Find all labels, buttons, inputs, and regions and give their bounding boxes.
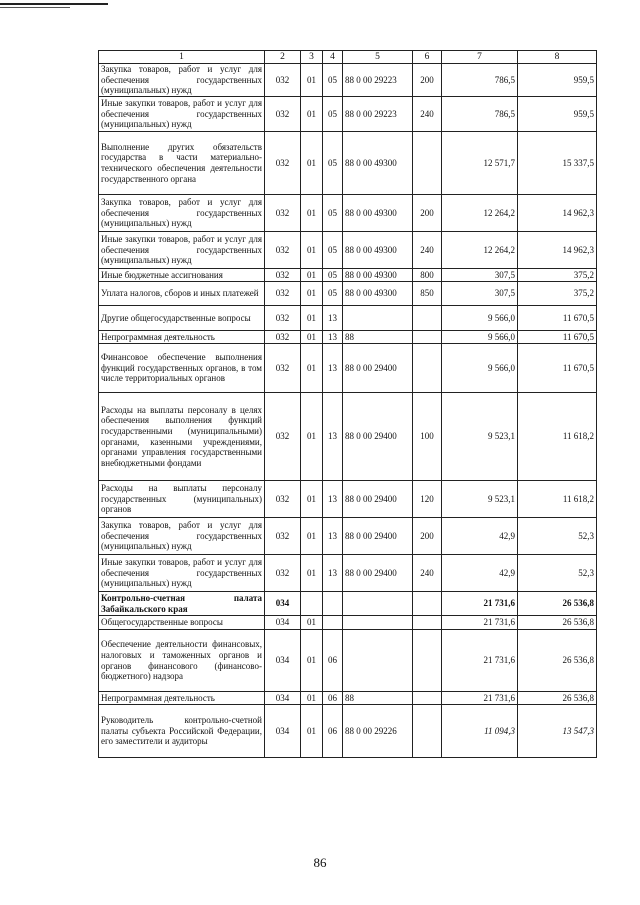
expense-type-code (413, 616, 442, 630)
target-article-code (343, 592, 413, 616)
target-article-code: 88 0 00 29400 (343, 555, 413, 592)
budget-table (98, 50, 597, 758)
table-row (99, 630, 597, 692)
ministry-code: 032 (265, 393, 301, 481)
expense-type-code (413, 344, 442, 393)
target-article-code: 88 0 00 49300 (343, 269, 413, 282)
section-code: 01 (301, 705, 323, 758)
column-number: 6 (413, 51, 442, 64)
amount-year-2: 11 618,2 (518, 481, 597, 518)
amount-year-1: 12 264,2 (442, 232, 518, 269)
amount-year-1: 307,5 (442, 269, 518, 282)
row-name: Закупка товаров, работ и услуг для обеспечения государственных (муниципальных) нужд (99, 195, 265, 232)
amount-year-1: 21 731,6 (442, 630, 518, 692)
expense-type-code: 800 (413, 269, 442, 282)
expense-type-code: 200 (413, 64, 442, 97)
table-row (99, 331, 597, 344)
ministry-code: 032 (265, 64, 301, 97)
amount-year-2: 13 547,3 (518, 705, 597, 758)
section-code: 01 (301, 692, 323, 705)
amount-year-1: 21 731,6 (442, 616, 518, 630)
row-name: Другие общегосударственные вопросы (99, 306, 265, 331)
row-name: Общегосударственные вопросы (99, 616, 265, 630)
expense-type-code: 200 (413, 195, 442, 232)
subsection-code: 05 (323, 97, 343, 132)
section-code: 01 (301, 630, 323, 692)
section-code: 01 (301, 555, 323, 592)
row-name: Контрольно-счетная палата Забайкальского края (99, 592, 265, 616)
row-name: Иные закупки товаров, работ и услуг для обеспечения государственных (муниципальных) нужд (99, 97, 265, 132)
amount-year-2: 14 962,3 (518, 232, 597, 269)
target-article-code: 88 0 00 49300 (343, 282, 413, 306)
ministry-code: 032 (265, 331, 301, 344)
amount-year-1: 42,9 (442, 555, 518, 592)
target-article-code: 88 (343, 692, 413, 705)
target-article-code (343, 630, 413, 692)
target-article-code: 88 0 00 29400 (343, 344, 413, 393)
target-article-code: 88 0 00 29223 (343, 64, 413, 97)
section-code: 01 (301, 331, 323, 344)
table-row (99, 616, 597, 630)
table-row (99, 692, 597, 705)
subsection-code: 05 (323, 232, 343, 269)
amount-year-2: 959,5 (518, 97, 597, 132)
amount-year-1: 9 566,0 (442, 306, 518, 331)
row-name: Иные закупки товаров, работ и услуг для обеспечения государственных (муниципальных) нужд (99, 555, 265, 592)
section-code: 01 (301, 269, 323, 282)
section-code: 01 (301, 518, 323, 555)
subsection-code: 05 (323, 195, 343, 232)
expense-type-code (413, 132, 442, 195)
amount-year-2: 26 536,8 (518, 592, 597, 616)
top-rule (0, 3, 108, 5)
table-row (99, 282, 597, 306)
expense-type-code: 120 (413, 481, 442, 518)
table-row (99, 97, 597, 132)
row-name: Иные закупки товаров, работ и услуг для обеспечения государственных (муниципальных) нужд (99, 232, 265, 269)
table-header-row (99, 51, 597, 64)
subsection-code: 06 (323, 630, 343, 692)
amount-year-1: 21 731,6 (442, 692, 518, 705)
table-row (99, 393, 597, 481)
row-name: Финансовое обеспечение выполнения функций государственных органов, в том числе территориальных органов (99, 344, 265, 393)
subsection-code (323, 616, 343, 630)
column-number: 3 (301, 51, 323, 64)
table-row (99, 481, 597, 518)
ministry-code: 032 (265, 97, 301, 132)
row-name: Руководитель контрольно-счетной палаты субъекта Российской Федерации, его заместители и аудиторы (99, 705, 265, 758)
amount-year-1: 12 264,2 (442, 195, 518, 232)
subsection-code: 13 (323, 481, 343, 518)
section-code: 01 (301, 306, 323, 331)
expense-type-code (413, 592, 442, 616)
ministry-code: 032 (265, 232, 301, 269)
ministry-code: 032 (265, 555, 301, 592)
subsection-code: 13 (323, 306, 343, 331)
ministry-code: 032 (265, 282, 301, 306)
column-number: 7 (442, 51, 518, 64)
subsection-code: 06 (323, 692, 343, 705)
target-article-code: 88 0 00 29400 (343, 481, 413, 518)
page-number: 86 (313, 855, 327, 870)
subsection-code: 05 (323, 282, 343, 306)
row-name: Расходы на выплаты персоналу в целях обеспечения выполнения функций государственными (муниципальными) органами, казенными учреждениями, органами управления государственными внебюджетными фондами (99, 393, 265, 481)
amount-year-2: 14 962,3 (518, 195, 597, 232)
ministry-code: 032 (265, 195, 301, 232)
row-name: Непрограммная деятельность (99, 331, 265, 344)
amount-year-2: 11 670,5 (518, 331, 597, 344)
section-code: 01 (301, 97, 323, 132)
amount-year-2: 375,2 (518, 269, 597, 282)
subsection-code: 13 (323, 344, 343, 393)
section-code: 01 (301, 393, 323, 481)
table-row (99, 344, 597, 393)
amount-year-1: 21 731,6 (442, 592, 518, 616)
ministry-code: 032 (265, 344, 301, 393)
amount-year-1: 9 566,0 (442, 344, 518, 393)
subsection-code: 05 (323, 132, 343, 195)
amount-year-2: 26 536,8 (518, 692, 597, 705)
target-article-code: 88 (343, 331, 413, 344)
expense-type-code (413, 306, 442, 331)
target-article-code (343, 616, 413, 630)
ministry-code: 034 (265, 616, 301, 630)
section-code (301, 592, 323, 616)
row-name: Уплата налогов, сборов и иных платежей (99, 282, 265, 306)
target-article-code (343, 306, 413, 331)
table-row (99, 195, 597, 232)
amount-year-2: 959,5 (518, 64, 597, 97)
target-article-code: 88 0 00 49300 (343, 132, 413, 195)
section-code: 01 (301, 132, 323, 195)
row-name: Обеспечение деятельности финансовых, налоговых и таможенных органов и органов финансового (финансово-бюджетного) надзора (99, 630, 265, 692)
row-name: Закупка товаров, работ и услуг для обеспечения государственных (муниципальных) нужд (99, 518, 265, 555)
target-article-code: 88 0 00 29400 (343, 518, 413, 555)
subsection-code: 13 (323, 331, 343, 344)
row-name: Непрограммная деятельность (99, 692, 265, 705)
row-name: Выполнение других обязательств государства в части материально-технического обеспечения деятельности государственного органа (99, 132, 265, 195)
subsection-code: 05 (323, 269, 343, 282)
section-code: 01 (301, 195, 323, 232)
amount-year-2: 26 536,8 (518, 616, 597, 630)
column-number: 5 (343, 51, 413, 64)
subsection-code: 13 (323, 518, 343, 555)
subsection-code: 06 (323, 705, 343, 758)
amount-year-1: 9 523,1 (442, 481, 518, 518)
ministry-code: 032 (265, 518, 301, 555)
expense-type-code: 240 (413, 232, 442, 269)
expense-type-code: 100 (413, 393, 442, 481)
amount-year-1: 42,9 (442, 518, 518, 555)
section-code: 01 (301, 64, 323, 97)
column-number: 1 (99, 51, 265, 64)
expense-type-code: 240 (413, 97, 442, 132)
expense-type-code: 200 (413, 518, 442, 555)
ministry-code: 032 (265, 132, 301, 195)
amount-year-1: 9 566,0 (442, 331, 518, 344)
subsection-code: 13 (323, 393, 343, 481)
ministry-code: 034 (265, 705, 301, 758)
table-row (99, 518, 597, 555)
target-article-code: 88 0 00 49300 (343, 195, 413, 232)
subsection-code: 05 (323, 64, 343, 97)
section-code: 01 (301, 616, 323, 630)
target-article-code: 88 0 00 49300 (343, 232, 413, 269)
amount-year-1: 11 094,3 (442, 705, 518, 758)
section-code: 01 (301, 282, 323, 306)
subsection-code: 13 (323, 555, 343, 592)
target-article-code: 88 0 00 29226 (343, 705, 413, 758)
amount-year-1: 786,5 (442, 97, 518, 132)
ministry-code: 032 (265, 481, 301, 518)
row-name: Иные бюджетные ассигнования (99, 269, 265, 282)
ministry-code: 032 (265, 306, 301, 331)
amount-year-2: 11 618,2 (518, 393, 597, 481)
amount-year-2: 11 670,5 (518, 306, 597, 331)
subsection-code (323, 592, 343, 616)
column-number: 4 (323, 51, 343, 64)
ministry-code: 034 (265, 692, 301, 705)
expense-type-code (413, 630, 442, 692)
table-row (99, 306, 597, 331)
table-row (99, 132, 597, 195)
table-row (99, 269, 597, 282)
table-row (99, 705, 597, 758)
row-name: Расходы на выплаты персоналу государственных (муниципальных) органов (99, 481, 265, 518)
ministry-code: 034 (265, 630, 301, 692)
table-row (99, 64, 597, 97)
expense-type-code: 850 (413, 282, 442, 306)
ministry-code: 032 (265, 269, 301, 282)
row-name: Закупка товаров, работ и услуг для обеспечения государственных (муниципальных) нужд (99, 64, 265, 97)
top-rule-secondary (0, 7, 70, 8)
table-row (99, 592, 597, 616)
amount-year-1: 12 571,7 (442, 132, 518, 195)
table-row (99, 232, 597, 269)
expense-type-code (413, 331, 442, 344)
amount-year-2: 52,3 (518, 518, 597, 555)
expense-type-code (413, 692, 442, 705)
amount-year-2: 26 536,8 (518, 630, 597, 692)
amount-year-1: 9 523,1 (442, 393, 518, 481)
section-code: 01 (301, 481, 323, 518)
expense-type-code (413, 705, 442, 758)
column-number: 2 (265, 51, 301, 64)
amount-year-1: 786,5 (442, 64, 518, 97)
amount-year-2: 375,2 (518, 282, 597, 306)
target-article-code: 88 0 00 29223 (343, 97, 413, 132)
section-code: 01 (301, 232, 323, 269)
column-number: 8 (518, 51, 597, 64)
amount-year-2: 11 670,5 (518, 344, 597, 393)
amount-year-2: 15 337,5 (518, 132, 597, 195)
amount-year-1: 307,5 (442, 282, 518, 306)
amount-year-2: 52,3 (518, 555, 597, 592)
ministry-code: 034 (265, 592, 301, 616)
target-article-code: 88 0 00 29400 (343, 393, 413, 481)
section-code: 01 (301, 344, 323, 393)
expense-type-code: 240 (413, 555, 442, 592)
table-row (99, 555, 597, 592)
